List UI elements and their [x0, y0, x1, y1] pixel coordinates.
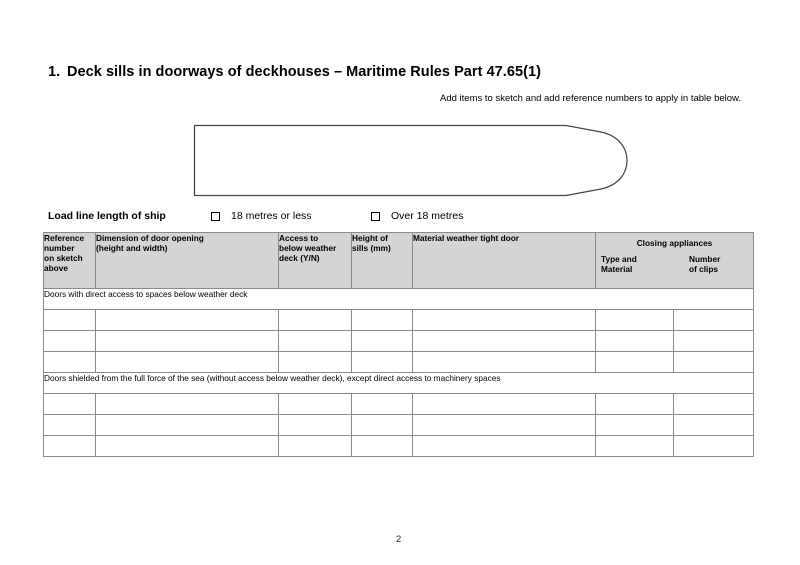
cell-number-of-clips[interactable]	[674, 310, 754, 331]
header-material: Material weather tight door	[413, 233, 596, 289]
ship-outline-icon	[195, 126, 628, 196]
header-reference-number	[44, 233, 96, 289]
sketch-instruction: Add items to sketch and add reference numbers to apply in table below.	[440, 93, 742, 104]
cell-type-material[interactable]	[596, 436, 674, 457]
closing-appliances-title: Closing appliances	[636, 238, 713, 248]
header-type-material	[601, 254, 689, 274]
cell-material[interactable]	[413, 394, 596, 415]
section-label: Doors shielded from the full force of the sea (without access below weather deck), except direct access to machinery spaces	[44, 373, 754, 394]
cell-reference[interactable]	[44, 331, 96, 352]
header-text: Access to	[279, 233, 319, 243]
cell-number-of-clips[interactable]	[674, 436, 754, 457]
header-sill-height	[352, 233, 413, 289]
section-title	[48, 64, 541, 80]
header-text: Reference	[44, 233, 85, 243]
header-text: of clips	[689, 264, 719, 274]
cell-number-of-clips[interactable]	[674, 331, 754, 352]
cell-sill-height[interactable]	[352, 352, 413, 373]
header-text: below weather	[279, 243, 337, 253]
checkbox-over-18m[interactable]	[371, 212, 380, 221]
cell-number-of-clips[interactable]	[674, 394, 754, 415]
header-text: Height of	[352, 233, 388, 243]
cell-access[interactable]	[279, 415, 352, 436]
section-row-direct-access	[44, 289, 754, 310]
header-text: Dimension of door opening	[96, 233, 204, 243]
cell-type-material[interactable]	[596, 352, 674, 373]
header-closing-appliances	[596, 233, 754, 289]
cell-material[interactable]	[413, 331, 596, 352]
cell-reference[interactable]	[44, 415, 96, 436]
header-number-of-clips	[689, 254, 777, 274]
cell-material[interactable]	[413, 310, 596, 331]
option-over-18m[interactable]	[371, 210, 463, 222]
table-row	[44, 310, 754, 331]
option-over-18m-label: Over 18 metres	[391, 210, 464, 222]
section-label: Doors with direct access to spaces below weather deck	[44, 289, 754, 310]
section-row-shielded	[44, 373, 754, 394]
cell-type-material[interactable]	[596, 394, 674, 415]
header-text: Type and	[601, 254, 637, 264]
cell-number-of-clips[interactable]	[674, 415, 754, 436]
cell-reference[interactable]	[44, 310, 96, 331]
table-row	[44, 394, 754, 415]
cell-dimension[interactable]	[96, 331, 279, 352]
table-row	[44, 436, 754, 457]
load-line-label: Load line length of ship	[48, 210, 166, 222]
ship-deck-sketch[interactable]	[193, 124, 631, 197]
cell-access[interactable]	[279, 310, 352, 331]
header-text: above	[44, 263, 68, 273]
option-18m-or-less-label: 18 metres or less	[231, 210, 312, 222]
cell-type-material[interactable]	[596, 331, 674, 352]
cell-material[interactable]	[413, 352, 596, 373]
closing-appliances-subheaders	[601, 254, 748, 274]
table-header-row	[44, 233, 754, 289]
cell-sill-height[interactable]	[352, 394, 413, 415]
header-text: on sketch	[44, 253, 83, 263]
cell-material[interactable]	[413, 415, 596, 436]
header-text: sills (mm)	[352, 243, 391, 253]
header-text: deck (Y/N)	[279, 253, 320, 263]
cell-dimension[interactable]	[96, 415, 279, 436]
cell-dimension[interactable]	[96, 352, 279, 373]
cell-sill-height[interactable]	[352, 331, 413, 352]
header-access	[279, 233, 352, 289]
cell-type-material[interactable]	[596, 310, 674, 331]
header-text: Number	[689, 254, 721, 264]
table-row	[44, 331, 754, 352]
load-line-length	[48, 210, 748, 226]
table-row	[44, 352, 754, 373]
option-18m-or-less[interactable]	[211, 210, 312, 222]
checkbox-18m-or-less[interactable]	[211, 212, 220, 221]
cell-dimension[interactable]	[96, 436, 279, 457]
page-number: 2	[396, 534, 402, 545]
section-number: 1.	[48, 64, 61, 80]
cell-sill-height[interactable]	[352, 310, 413, 331]
header-dimension	[96, 233, 279, 289]
cell-material[interactable]	[413, 436, 596, 457]
cell-dimension[interactable]	[96, 394, 279, 415]
cell-access[interactable]	[279, 394, 352, 415]
table-row	[44, 415, 754, 436]
cell-reference[interactable]	[44, 436, 96, 457]
section-title-text: Deck sills in doorways of deckhouses – Maritime Rules Part 47.65(1)	[67, 64, 541, 80]
header-text: Material	[601, 264, 633, 274]
cell-sill-height[interactable]	[352, 436, 413, 457]
header-text: (height and width)	[96, 243, 168, 253]
cell-number-of-clips[interactable]	[674, 352, 754, 373]
deck-sills-table	[43, 232, 754, 457]
cell-access[interactable]	[279, 436, 352, 457]
cell-sill-height[interactable]	[352, 415, 413, 436]
cell-dimension[interactable]	[96, 310, 279, 331]
cell-reference[interactable]	[44, 394, 96, 415]
cell-access[interactable]	[279, 331, 352, 352]
cell-access[interactable]	[279, 352, 352, 373]
cell-type-material[interactable]	[596, 415, 674, 436]
cell-reference[interactable]	[44, 352, 96, 373]
header-text: number	[44, 243, 75, 253]
